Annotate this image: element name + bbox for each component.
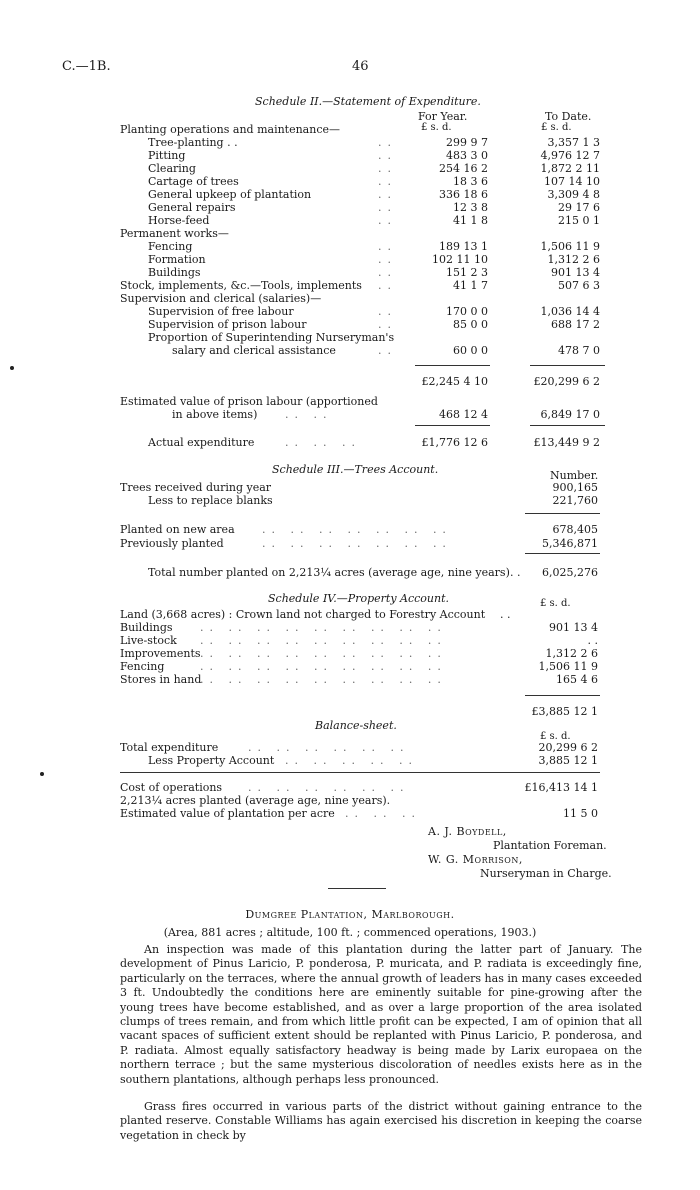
leader-dots: .. .. .. [345, 807, 421, 820]
expenditure-label: Permanent works— [120, 227, 229, 240]
leader-dots: .. .. .. .. .. [285, 754, 418, 767]
prison-year: 468 12 4 [439, 408, 488, 421]
leader-dots: .. [378, 240, 397, 253]
expenditure-date: 3,309 4 8 [547, 188, 600, 201]
acres-label: 2,213¼ acres planted (average age, nine years). [120, 794, 391, 807]
property-value: 1,312 2 6 [545, 647, 598, 660]
leader-dots: .. .. [285, 408, 333, 421]
expenditure-date: 3,357 1 3 [547, 136, 600, 149]
less-property-value: 3,885 12 1 [538, 754, 598, 767]
expenditure-year: 60 0 0 [453, 344, 488, 357]
expenditure-label: Pitting [148, 149, 186, 162]
total-expenditure-value: 20,299 6 2 [538, 741, 598, 754]
leader-dots: . . [500, 608, 511, 621]
leader-dots: .. .. .. [285, 436, 361, 449]
section-divider [328, 888, 386, 889]
leader-dots: .. [378, 266, 397, 279]
expenditure-date: 1,312 2 6 [547, 253, 600, 266]
land-label: Land (3,668 acres) : Crown land not charged to Forestry Account [120, 608, 486, 621]
trees-label: Trees received during year [120, 481, 272, 494]
expenditure-date: 107 14 10 [544, 175, 600, 188]
leader-dots: .. [378, 279, 397, 292]
margin-mark [10, 366, 14, 370]
trees-value: 5,346,871 [542, 537, 598, 550]
leader-dots: .. .. .. .. .. .. .. [262, 537, 452, 550]
leader-dots: .. [378, 214, 397, 227]
property-label: Fencing [120, 660, 165, 673]
expenditure-year: 85 0 0 [453, 318, 488, 331]
lsd-header-year: £ s. d. [421, 122, 452, 133]
leader-dots: .. [378, 188, 397, 201]
col-number: Number. [550, 469, 599, 482]
expenditure-date: 215 0 1 [558, 214, 600, 227]
expenditure-label: Supervision of prison labour [148, 318, 307, 331]
expenditure-label: Fencing [148, 240, 193, 253]
expenditure-date: 1,872 2 11 [540, 162, 600, 175]
trees-value: 221,760 [552, 494, 598, 507]
leader-dots: .. .. .. .. .. .. [248, 741, 410, 754]
property-total: £3,885 12 1 [531, 705, 598, 718]
total-year: £2,245 4 10 [421, 375, 488, 388]
leader-dots: .. [378, 162, 397, 175]
expenditure-year: 483 3 0 [446, 149, 488, 162]
expenditure-date: 1,036 14 4 [540, 305, 600, 318]
expenditure-year: 151 2 3 [446, 266, 488, 279]
expenditure-label: Clearing [148, 162, 196, 175]
expenditure-year: 41 1 7 [453, 279, 488, 292]
leader-dots: .. [378, 201, 397, 214]
signature-name-2: W. G. Morrison, [428, 853, 523, 866]
col-for-year: For Year. [418, 110, 468, 123]
leader-dots: .. .. .. .. .. .. .. .. .. [200, 673, 447, 686]
trees-label: Previously planted [120, 537, 224, 550]
expenditure-label: Cartage of trees [148, 175, 239, 188]
leader-dots: .. [378, 149, 397, 162]
expenditure-date: 4,976 12 7 [540, 149, 600, 162]
cost-value: £16,413 14 1 [524, 781, 598, 794]
col-to-date: To Date. [545, 110, 592, 123]
paragraph-1: An inspection was made of this plantation during the latter part of January. The development of Pinus Laricio, P. ponderosa, P. muricata, and P. radiata is exceedingly fine, particularly on the terraces, where the annual growth of leaders has in many cases exceeded 3 ft. Undoubtedly the conditions here are eminently suitable for pine-growing after the young trees have become established, and as over a large proportion of the area isolated clumps of trees remain, and from which little profit can be expected, I am of opinion that all vacant spaces of sufficient extent should be replanted with Pinus Laricio, P. ponderosa, and P. radiata. Almost equally satisfactory headway is being made by Larix europaea on the northern terrace ; but the same mysterious discoloration of needles exists here as in the southern plantations, although perhaps less pronounced. [120, 943, 642, 1086]
expenditure-year: 254 16 2 [439, 162, 488, 175]
rule [415, 365, 490, 366]
prison-label-1: Estimated value of prison labour (apportioned [120, 395, 378, 408]
total-expenditure-label: Total expenditure [120, 741, 219, 754]
prison-date: 6,849 17 0 [540, 408, 600, 421]
expenditure-year: 12 3 8 [453, 201, 488, 214]
signature-name-1: A. J. Boydell, [428, 825, 507, 838]
expenditure-label: Planting operations and maintenance— [120, 123, 340, 136]
leader-dots: .. [378, 318, 397, 331]
leader-dots: . . [510, 566, 521, 579]
property-label: Improvements [120, 647, 201, 660]
schedule-3-title: Schedule III.—Trees Account. [272, 463, 439, 476]
page-reference: C.—1B. [62, 59, 111, 74]
expenditure-year: 18 3 6 [453, 175, 488, 188]
signature-title-2: Nurseryman in Charge. [480, 867, 612, 880]
expenditure-year: 189 13 1 [439, 240, 488, 253]
leader-dots: .. .. .. .. .. .. .. [262, 523, 452, 536]
expenditure-label: Supervision and clerical (salaries)— [120, 292, 322, 305]
expenditure-label: Formation [148, 253, 206, 266]
expenditure-label: salary and clerical assistance [172, 344, 336, 357]
expenditure-year: 41 1 8 [453, 214, 488, 227]
property-label: Buildings [120, 621, 173, 634]
schedule-2-title: Schedule II.—Statement of Expenditure. [255, 95, 481, 108]
actual-label: Actual expenditure [148, 436, 255, 449]
expenditure-year: 336 18 6 [439, 188, 488, 201]
balance-title: Balance-sheet. [315, 719, 397, 732]
less-property-label: Less Property Account [148, 754, 275, 767]
expenditure-label: General repairs [148, 201, 236, 214]
estimated-label: Estimated value of plantation per acre [120, 807, 335, 820]
trees-value: 900,165 [552, 481, 598, 494]
section-subtitle: (Area, 881 acres ; altitude, 100 ft. ; commenced operations, 1903.) [163, 926, 537, 939]
expenditure-date: 1,506 11 9 [540, 240, 600, 253]
actual-year: £1,776 12 6 [421, 436, 488, 449]
expenditure-date: 507 6 3 [558, 279, 600, 292]
expenditure-label: Tree-planting . . [148, 136, 238, 149]
expenditure-date: 478 7 0 [558, 344, 600, 357]
leader-dots: .. .. .. .. .. .. .. .. .. [200, 647, 447, 660]
expenditure-label: General upkeep of plantation [148, 188, 312, 201]
property-label: Stores in hand [120, 673, 202, 686]
leader-dots: .. [378, 136, 397, 149]
trees-total-value: 6,025,276 [542, 566, 598, 579]
trees-label: Less to replace blanks [148, 494, 273, 507]
expenditure-date: 688 17 2 [551, 318, 600, 331]
expenditure-year: 102 11 10 [432, 253, 488, 266]
prison-label-2: in above items) [172, 408, 258, 421]
lsd-header-balance: £ s. d. [540, 731, 571, 742]
rule [120, 772, 600, 773]
leader-dots: .. [378, 175, 397, 188]
section-title: Dumgree Plantation, Marlborough. [245, 908, 455, 921]
leader-dots: .. .. .. .. .. .. .. .. .. [200, 621, 447, 634]
expenditure-date: 901 13 4 [551, 266, 600, 279]
property-value: 1,506 11 9 [538, 660, 598, 673]
margin-mark [40, 772, 44, 776]
total-date: £20,299 6 2 [533, 375, 600, 388]
rule [530, 365, 605, 366]
estimated-value: 11 5 0 [563, 807, 598, 820]
expenditure-label: Stock, implements, &c.—Tools, implements [120, 279, 362, 292]
actual-date: £13,449 9 2 [533, 436, 600, 449]
trees-value: 678,405 [552, 523, 598, 536]
property-value: 165 4 6 [556, 673, 598, 686]
expenditure-date: 29 17 6 [558, 201, 600, 214]
rule [525, 513, 600, 514]
property-label: Live-stock [120, 634, 177, 647]
expenditure-label: Proportion of Superintending Nurseryman's [148, 331, 395, 344]
rule [530, 425, 605, 426]
expenditure-year: 170 0 0 [446, 305, 488, 318]
rule [525, 695, 600, 696]
rule [415, 425, 490, 426]
paragraph-2: Grass fires occurred in various parts of the district without gaining entrance to the planted reserve. Constable Williams has again exercised his discretion in keeping the coarse vegetation in check by [120, 1100, 642, 1142]
leader-dots: .. [378, 305, 397, 318]
lsd-header-date: £ s. d. [541, 122, 572, 133]
page-number: 46 [352, 59, 369, 74]
leader-dots: .. .. .. .. .. .. .. .. .. [200, 660, 447, 673]
lsd-header-property: £ s. d. [540, 598, 571, 609]
property-value: . . [587, 634, 598, 647]
signature-title-1: Plantation Foreman. [493, 839, 607, 852]
expenditure-year: 299 9 7 [446, 136, 488, 149]
property-value: 901 13 4 [549, 621, 598, 634]
expenditure-label: Horse-feed [148, 214, 210, 227]
leader-dots: .. .. .. .. .. .. .. .. .. [200, 634, 447, 647]
expenditure-label: Supervision of free labour [148, 305, 294, 318]
trees-label: Planted on new area [120, 523, 235, 536]
cost-label: Cost of operations [120, 781, 223, 794]
leader-dots: .. .. .. .. .. .. [248, 781, 410, 794]
rule [525, 553, 600, 554]
expenditure-label: Buildings [148, 266, 201, 279]
leader-dots: .. [378, 344, 397, 357]
schedule-4-title: Schedule IV.—Property Account. [268, 592, 450, 605]
leader-dots: .. [378, 253, 397, 266]
trees-total-label: Total number planted on 2,213¼ acres (average age, nine years) [148, 566, 510, 579]
